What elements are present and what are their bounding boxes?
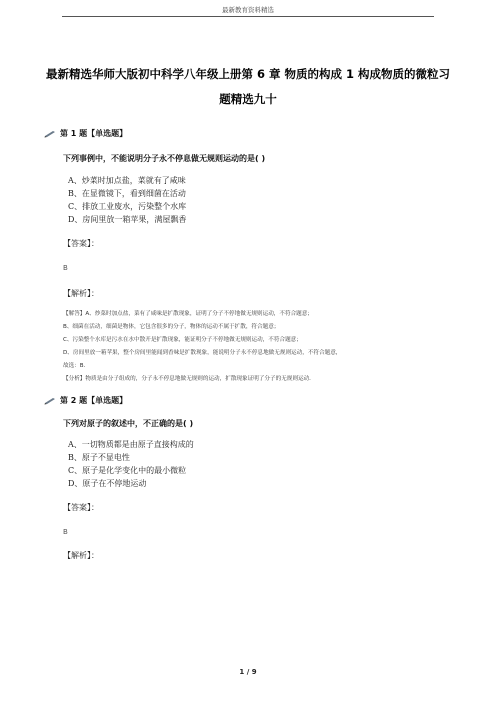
analysis-line: D、房间里放一箱苹果，整个房间里能闻到香味是扩散现象，能说明分子永不停息地做无规则运动，不符合题意， [63, 350, 342, 356]
question-2-option-b[interactable]: B、原子不显电性 [68, 453, 130, 462]
question-2-heading: 第 2 题【单选题】 [44, 395, 127, 406]
title-line-2: 题精选九十 [219, 92, 277, 106]
question-2-option-d[interactable]: D、原子在不停地运动 [68, 479, 147, 488]
analysis-line: B、细菌在活动，细菌是物体，它包含很多的分子，物体的运动不属于扩散，符合题意； [63, 324, 280, 330]
analysis-line: C、污染整个水库是污水在水中散开是扩散现象，能证明分子不停地做无规则运动，不符合题意； [63, 337, 302, 343]
document-title [40, 62, 456, 112]
pen-icon [44, 397, 56, 405]
question-1-stem: 下列事例中，不能说明分子永不停息做无规则运动的是( ) [63, 154, 266, 163]
analysis-line: 【解答】A、炒菜时加点盐，菜有了咸味是扩散现象，证明了分子不停地做无规则运动，不符合题意； [63, 311, 313, 317]
question-1-option-c[interactable]: C、排放工业废水，污染整个水库 [68, 202, 187, 211]
question-1-heading: 第 1 题【单选题】 [44, 128, 127, 139]
question-1-analysis-label: 【解析】： [63, 289, 99, 298]
page-number: 1 / 9 [239, 668, 257, 676]
question-2-answer-label: 【答案】： [63, 503, 99, 512]
question-1-option-d[interactable]: D、房间里放一箱苹果，满屋飘香 [68, 215, 187, 224]
question-1-answer: B [63, 264, 68, 272]
pen-icon [44, 130, 56, 138]
question-2-stem: 下列对原子的叙述中，不正确的是( ) [63, 419, 194, 428]
question-1-option-a[interactable]: A、炒菜时加点盐，菜就有了咸味 [68, 176, 186, 185]
header-rule [62, 16, 434, 17]
question-1-option-b[interactable]: B、在显微镜下，看到细菌在活动 [68, 189, 186, 198]
question-2-answer: B [63, 528, 68, 536]
question-2-option-c[interactable]: C、原子是化学变化中的最小微粒 [68, 466, 187, 475]
question-2-option-a[interactable]: A、一切物质都是由原子直接构成的 [68, 440, 194, 449]
page-header: 最新教育资料精选 [222, 6, 274, 14]
title-line-1: 最新精选华师大版初中科学八年级上册第 6 章 物质的构成 1 构成物质的微粒习 [45, 67, 451, 81]
question-1-answer-label: 【答案】： [63, 239, 99, 248]
question-2-analysis-label: 【解析】： [63, 551, 99, 560]
analysis-line: 【分析】物质是由分子组成的，分子永不停息地做无规则的运动，扩散现象证明了分子的无规则运动． [63, 376, 315, 382]
analysis-line: 故选：B． [63, 363, 90, 369]
